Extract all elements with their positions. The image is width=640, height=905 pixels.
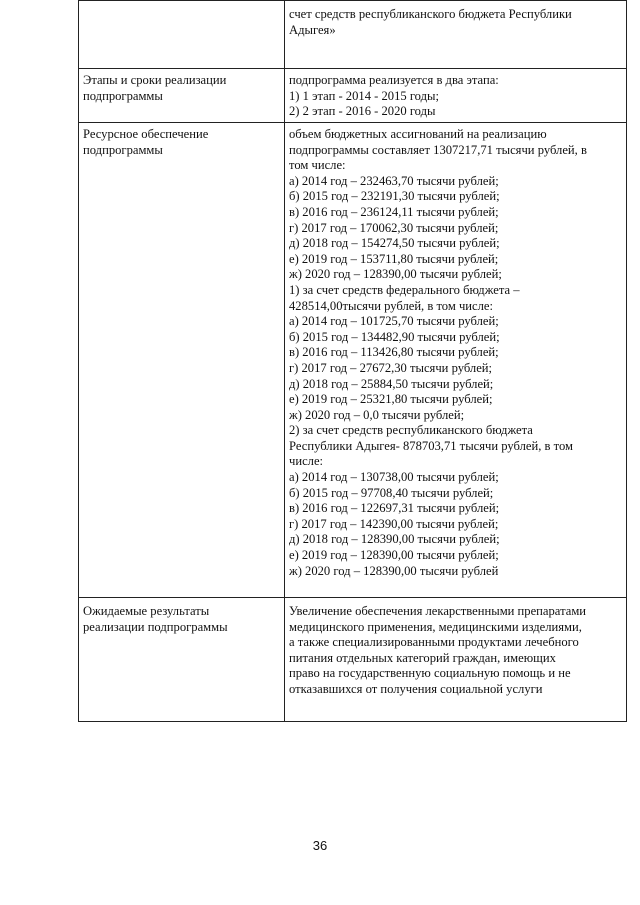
- value-line: ж) 2020 год – 128390,00 тысячи рублей: [289, 563, 499, 578]
- label-line: Ресурсное обеспечение: [83, 127, 209, 141]
- value-line: д) 2018 год – 25884,50 тысячи рублей;: [289, 376, 494, 391]
- value-line: числе:: [289, 454, 324, 469]
- label-line: Этапы и сроки реализации: [83, 73, 227, 87]
- label-line: подпрограммы: [83, 142, 163, 157]
- value-line: г) 2017 год – 142390,00 тысячи рублей;: [289, 516, 499, 531]
- value-line: е) 2019 год – 153711,80 тысячи рублей;: [289, 251, 499, 266]
- value-line: 2) 2 этап - 2016 - 2020 годы: [289, 104, 436, 119]
- value-line: Адыгея»: [289, 22, 336, 37]
- value-line: а) 2014 год – 130738,00 тысячи рублей;: [289, 470, 499, 485]
- label-line: подпрограммы: [83, 88, 163, 103]
- value-line: подпрограмма реализуется в два этапа:: [289, 73, 499, 87]
- value-line: 1) 1 этап - 2014 - 2015 годы;: [289, 88, 439, 103]
- value-line: подпрограммы составляет 1307217,71 тысячи рублей, в: [289, 142, 587, 157]
- row-label-cell: [79, 598, 285, 722]
- value-line: 1) за счет средств федерального бюджета –: [289, 282, 520, 297]
- row-value-cell: [285, 598, 627, 722]
- value-line: том числе:: [289, 158, 346, 173]
- value-line: отказавшихся от получения социальной услуги: [289, 681, 543, 696]
- value-line: в) 2016 год – 113426,80 тысячи рублей;: [289, 345, 499, 360]
- value-line: г) 2017 год – 27672,30 тысячи рублей;: [289, 360, 493, 375]
- value-line: е) 2019 год – 128390,00 тысячи рублей;: [289, 548, 499, 563]
- value-line: Увеличение обеспечения лекарственными препаратами: [289, 604, 587, 618]
- value-line: в) 2016 год – 122697,31 тысячи рублей;: [289, 501, 500, 516]
- value-line: право на государственную социальную помощь и не: [289, 666, 571, 681]
- value-line: счет средств республиканского бюджета Республики: [289, 7, 572, 21]
- value-line: а также специализированными продуктами лечебного: [289, 635, 579, 650]
- value-line: в) 2016 год – 236124,11 тысячи рублей;: [289, 204, 499, 219]
- value-line: а) 2014 год – 101725,70 тысячи рублей;: [289, 314, 499, 329]
- page-number: 36: [312, 838, 328, 853]
- value-line: е) 2019 год – 25321,80 тысячи рублей;: [289, 392, 493, 407]
- table-body: [79, 1, 627, 722]
- row-label-cell: [79, 1, 285, 69]
- table-row: [79, 598, 627, 722]
- table-row: [79, 1, 627, 69]
- value-line: ж) 2020 год – 128390,00 тысячи рублей;: [289, 267, 502, 282]
- value-line: питания отдельных категорий граждан, имеющих: [289, 650, 556, 665]
- value-line: д) 2018 год – 128390,00 тысячи рублей;: [289, 532, 500, 547]
- value-line: 2) за счет средств республиканского бюджета: [289, 423, 533, 438]
- row-value-cell: [285, 123, 627, 598]
- row-value-cell: [285, 69, 627, 123]
- table-row: [79, 123, 627, 598]
- value-line: объем бюджетных ассигнований на реализацию: [289, 127, 547, 141]
- value-line: г) 2017 год – 170062,30 тысячи рублей;: [289, 220, 499, 235]
- value-line: б) 2015 год – 97708,40 тысячи рублей;: [289, 485, 494, 500]
- value-line: 428514,00тысячи рублей, в том числе:: [289, 298, 494, 313]
- table-row: [79, 69, 627, 123]
- value-line: б) 2015 год – 232191,30 тысячи рублей;: [289, 189, 500, 204]
- row-label-cell: [79, 69, 285, 123]
- subprogram-passport-table: [78, 0, 627, 722]
- row-label-cell: [79, 123, 285, 598]
- value-line: а) 2014 год – 232463,70 тысячи рублей;: [289, 173, 499, 188]
- value-line: б) 2015 год – 134482,90 тысячи рублей;: [289, 329, 500, 344]
- value-line: Республики Адыгея- 878703,71 тысячи рублей, в том: [289, 438, 573, 453]
- row-value-cell: [285, 1, 627, 69]
- value-line: медицинского применения, медицинскими изделиями,: [289, 619, 582, 634]
- label-line: реализации подпрограммы: [83, 619, 228, 634]
- value-line: д) 2018 год – 154274,50 тысячи рублей;: [289, 236, 500, 251]
- value-line: ж) 2020 год – 0,0 тысячи рублей;: [289, 407, 465, 422]
- label-line: Ожидаемые результаты: [83, 604, 210, 618]
